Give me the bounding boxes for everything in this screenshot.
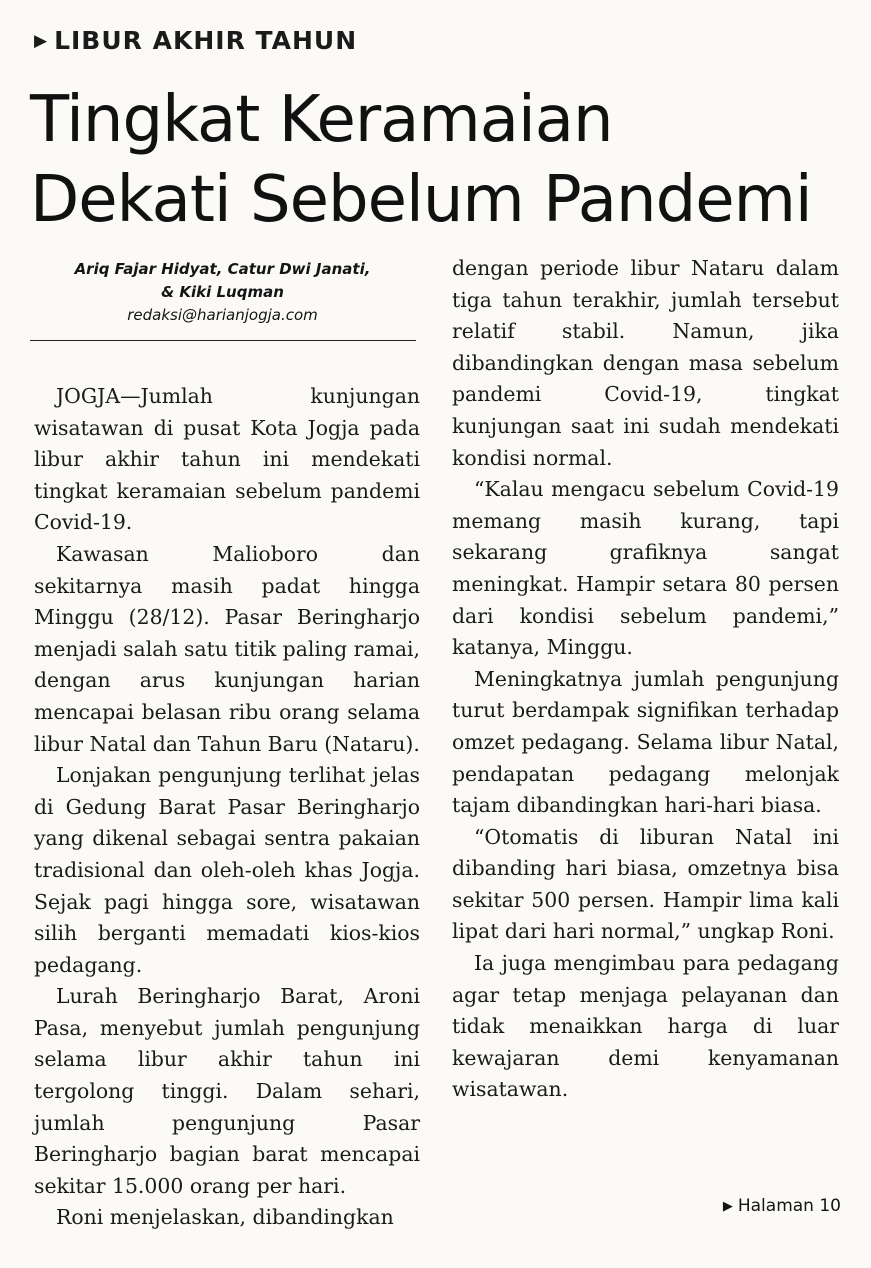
headline-line-1: Tingkat Keramaian	[30, 83, 613, 157]
kicker-label: LIBUR AKHIR TAHUN	[54, 26, 358, 55]
continued-label: Halaman 10	[737, 1196, 841, 1216]
continued-on-page	[723, 1196, 841, 1216]
paragraph: dengan periode libur Nataru dalam tiga tahun terakhir, jumlah tersebut relatif stabil. Namun, jika dibandingkan dengan masa sebelum pandemi Covid-19, tingkat kunjungan saat ini sudah mendekati kondisi normal.	[452, 256, 839, 470]
paragraph: JOGJA—Jumlah kunjungan wisatawan di pusat Kota Jogja pada libur akhir tahun ini mendekati tingkat keramaian sebelum pandemi Covid-19.	[34, 384, 420, 535]
article-column-1	[34, 381, 420, 1234]
byline-authors-2: & Kiki Luqman	[161, 283, 284, 301]
paragraph: Roni menjelaskan, dibandingkan	[56, 1205, 394, 1230]
article-column-2	[452, 253, 839, 1106]
section-kicker	[34, 26, 357, 55]
paragraph: “Otomatis di liburan Natal ini dibanding hari biasa, omzetnya bisa sekitar 500 persen. Hampir lima kali lipat dari hari normal,” ungkap Roni.	[452, 824, 839, 944]
byline-authors-1: Ariq Fajar Hidyat, Catur Dwi Janati,	[74, 260, 371, 278]
paragraph: Ia juga mengimbau para pedagang agar tetap menjaga pelayanan dan tidak menaikkan harga di luar kewajaran demi kenyamanan wisatawan.	[452, 951, 839, 1102]
paragraph: “Kalau mengacu sebelum Covid-19 memang masih kurang, tapi sekarang grafiknya sangat meningkat. Hampir setara 80 persen dari kondisi sebelum pandemi,” katanya, Minggu.	[452, 477, 839, 660]
paragraph: Meningkatnya jumlah pengunjung turut berdampak signifikan terhadap omzet pedagang. Selama libur Natal, pendapatan pedagang melonjak tajam dibandingkan hari-hari biasa.	[452, 666, 839, 818]
paragraph: Lurah Beringharjo Barat, Aroni Pasa, menyebut jumlah pengunjung selama libur akhir tahun ini tergolong tinggi. Dalam sehari, jumlah pengunjung Pasar Beringharjo bagian barat mencapai sekitar 15.000 orang per hari.	[34, 984, 420, 1198]
triangle-marker-icon: ▶	[34, 30, 49, 51]
byline-email: redaksi@harianjogja.com	[127, 306, 318, 324]
byline	[30, 258, 415, 327]
paragraph: Kawasan Malioboro dan sekitarnya masih padat hingga Minggu (28/12). Pasar Beringharjo menjadi salah satu titik paling ramai, dengan arus kunjungan harian mencapai belasan ribu orang selama libur Natal dan Tahun Baru (Nataru).	[34, 541, 420, 756]
headline-line-2: Dekati Sebelum Pandemi	[30, 163, 812, 237]
triangle-marker-icon: ▶	[722, 1198, 733, 1214]
byline-divider	[30, 340, 416, 341]
headline	[30, 80, 850, 240]
paragraph: Lonjakan pengunjung terlihat jelas di Gedung Barat Pasar Beringharjo yang dikenal sebagai sentra pakaian tradisional dan oleh-oleh khas Jogja. Sejak pagi hingga sore, wisatawan silih berganti memadati kios-kios pedagang.	[34, 763, 420, 977]
